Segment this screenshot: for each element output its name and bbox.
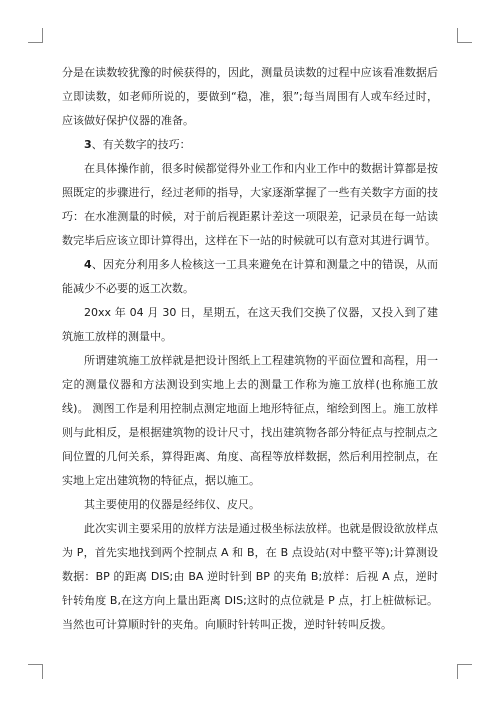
crop-mark-top-left	[28, 28, 43, 43]
paragraph-stakeout-definition: 所谓建筑施工放样就是把设计图纸上工程建筑物的平面位置和高程，用一定的测量仪器和方法测设到实地上去的测量工作称为施工放样(也称施工放线)。 测图工作是利用控制点测定地面上地形特征点，缩绘到图上。施工放样则与此相反，是根据建筑物的设计尺寸，找出建筑物各部分特征点与控制点之间位置的几何关系，算得距离、角度、高程等放样数据，然后利用控制点，在实地上定出建筑物的特征点，据以施工。	[62, 354, 438, 487]
paragraph-polar-method: 此次实训主要采用的放样方法是通过极坐标法放样。也就是假设欲放样点为 P，首先实地找到两个控制点 A 和 B，在 B 点设站(对中整平等);计算测设数据：BP 的距离 DIS;由 BA 逆时针到 BP 的夹角 B;放样：后视 A 点，逆时针转角度 B,在这方向上量出距离 DIS;这时的点位就是 P 点，打上桩做标记。当然也可计算顺时针的夹角。向顺时针转叫正拨，逆时针转叫反拨。	[62, 522, 438, 631]
document-body	[62, 61, 438, 637]
paragraph-instruments: 其主要使用的仪器是经纬仪、皮尺。	[84, 498, 260, 511]
heading-number: 4	[84, 258, 92, 271]
section-heading-3	[62, 133, 438, 157]
heading-text: 、因充分利用多人检核这一工具来避免在计算和测量之中的错误，从而能减少不必要的返工次数。	[62, 258, 438, 295]
heading-text: 、有关数字的技巧：	[91, 138, 191, 151]
paragraph-continuation: 分是在读数较犹豫的时候获得的，因此，测量员读数的过程中应该看准数据后立即读数，如老师所说的，要做到“稳，准，狠”;每当周围有人或车经过时，应该做好保护仪器的准备。	[62, 66, 438, 127]
heading-number: 3	[84, 138, 92, 151]
paragraph-number-tips: 在具体操作前，很多时候都觉得外业工作和内业工作中的数据计算都是按照既定的步骤进行，经过老师的指导，大家逐渐掌握了一些有关数字方面的技巧：在水准测量的时候，对于前后视距累计差这一项限差，记录员在每一站读数完毕后应该立即计算得出，这样在下一站的时候就可以有意对其进行调节。	[62, 162, 438, 247]
section-heading-4	[62, 253, 438, 301]
paragraph-date: 20xx 年 04 月 30 日，星期五，在这天我们交换了仪器，又投入到了建筑施工放样的测量中。	[62, 306, 438, 343]
crop-mark-top-right	[457, 28, 472, 43]
crop-mark-bottom-right	[457, 664, 472, 679]
crop-mark-bottom-left	[28, 664, 43, 679]
